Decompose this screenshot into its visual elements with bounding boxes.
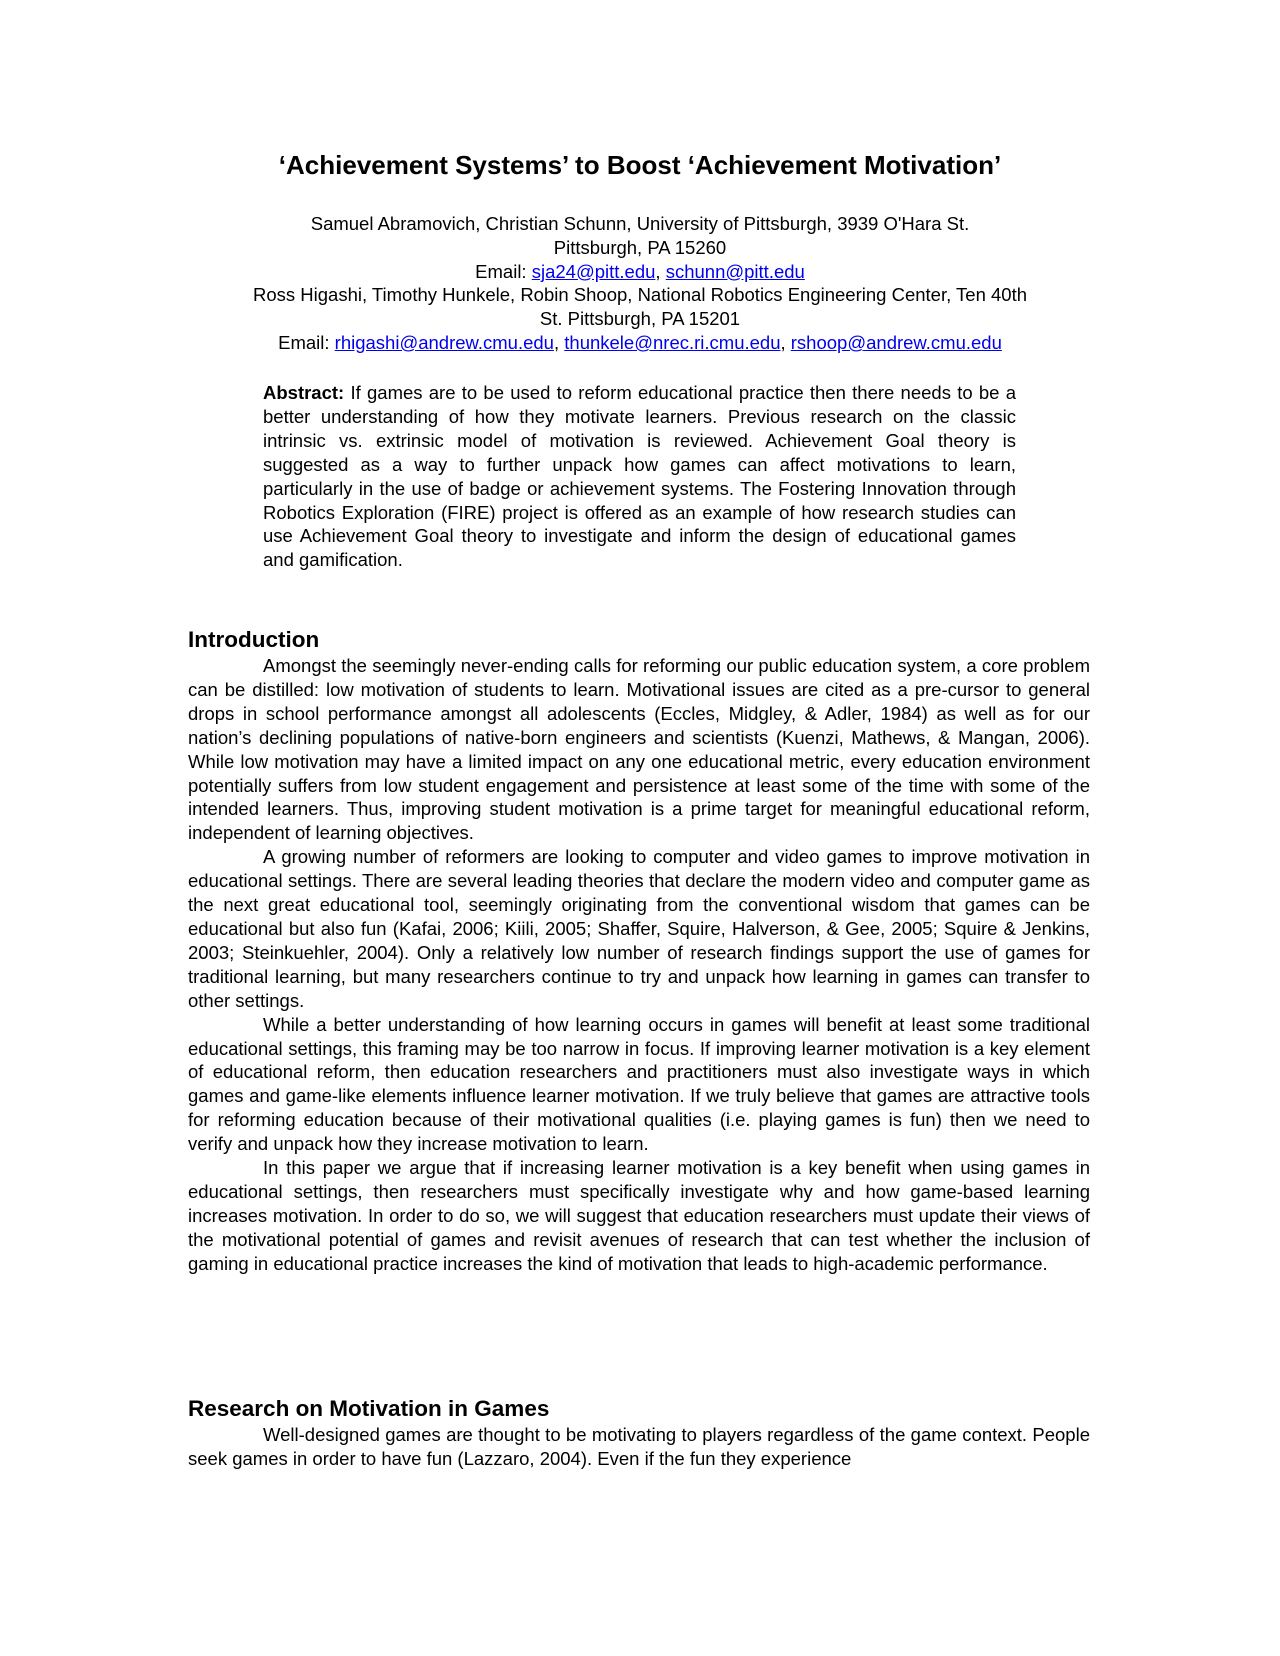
- section-body-introduction: [188, 654, 1090, 1276]
- abstract: [263, 381, 1016, 572]
- email-separator: ,: [655, 260, 666, 282]
- email-link[interactable]: rshoop@andrew.cmu.edu: [790, 331, 1002, 353]
- affiliation-line: Pittsburgh, PA 15260: [553, 236, 727, 258]
- affiliation-line: St. Pittsburgh, PA 15201: [539, 308, 741, 330]
- email-link[interactable]: schunn@pitt.edu: [665, 260, 805, 282]
- abstract-label: Abstract:: [263, 382, 345, 403]
- email-link[interactable]: sja24@pitt.edu: [531, 260, 656, 282]
- email-separator: ,: [780, 331, 791, 353]
- section-heading-introduction: Introduction: [188, 627, 320, 652]
- paragraph: Amongst the seemingly never-ending calls for reforming our public education system, a core problem can be distilled: low motivation of students to learn. Motivational issues are cited as a pre-cursor to general drops in school performance amongst all adolescents (Eccles, Midgley, & Adler, 1984) as well as for our nation’s declining populations of native-born engineers and scientists (Kuenzi, Mathews, & Mangan, 2006). While low motivation may have a limited impact on any one educational metric, every education environment potentially suffers from low student engagement and persistence at least some of the time with some of the intended learners. Thus, improving student motivation is a prime target for meaningful educational reform, independent of learning objectives.: [188, 655, 1090, 844]
- email-separator: ,: [553, 331, 565, 353]
- abstract-text: If games are to be used to reform educational practice then there needs to be a better understanding of how they motivate learners. Previous research on the classic intrinsic vs. extrinsic model of motivation is reviewed. Achievement Goal theory is suggested as a way to further unpack how games can affect motivations to learn, particularly in the use of badge or achievement systems. The Fostering Innovation through Robotics Exploration (FIRE) project is offered as an example of how research studies can use Achievement Goal theory to investigate and inform the design of educational games and gamification.: [263, 382, 1016, 571]
- email-link[interactable]: thunkele@nrec.ri.cmu.edu: [564, 331, 781, 353]
- email-link[interactable]: rhigashi@andrew.cmu.edu: [334, 331, 554, 353]
- paragraph: In this paper we argue that if increasing learner motivation is a key benefit when using games in educational settings, then researchers must specifically investigate why and how game-based learning increases motivation. In order to do so, we will suggest that education researchers must update their views of the motivational potential of games and revisit avenues of research that can test whether the inclusion of gaming in educational practice increases the kind of motivation that leads to high-academic performance.: [188, 1157, 1090, 1274]
- paper-title: ‘Achievement Systems’ to Boost ‘Achievement Motivation’: [278, 150, 1002, 180]
- author-line: Ross Higashi, Timothy Hunkele, Robin Shoop, National Robotics Engineering Center, Ten 40th: [252, 284, 1028, 306]
- paragraph: While a better understanding of how learning occurs in games will benefit at least some traditional educational settings, this framing may be too narrow in focus. If improving learner motivation is a key element of educational reform, then education researchers and practitioners must also investigate ways in which games and game-like elements influence learner motivation. If we truly believe that games are attractive tools for reforming education because of their motivational qualities (i.e. playing games is fun) then we need to verify and unpack how they increase motivation to learn.: [188, 1013, 1090, 1155]
- author-block: [150, 212, 1130, 355]
- email-line: [150, 260, 1130, 284]
- email-prefix: Email:: [475, 260, 532, 282]
- paragraph: Well-designed games are thought to be motivating to players regardless of the game context. People seek games in order to have fun (Lazzaro, 2004). Even if the fun they experience: [188, 1424, 1090, 1469]
- section-body-research-on-motivation: [188, 1423, 1090, 1471]
- email-line: [150, 331, 1130, 355]
- email-prefix: Email:: [278, 331, 335, 353]
- paragraph: A growing number of reformers are looking to computer and video games to improve motivation in educational settings. There are several leading theories that declare the modern video and computer game as the next great educational tool, seemingly originating from the conventional wisdom that games can be educational but also fun (Kafai, 2006; Kiili, 2005; Shaffer, Squire, Halverson, & Gee, 2005; Squire & Jenkins, 2003; Steinkuehler, 2004). Only a relatively low number of research findings support the use of games for traditional learning, but many researchers continue to try and unpack how learning in games can transfer to other settings.: [188, 846, 1090, 1011]
- author-line: Samuel Abramovich, Christian Schunn, University of Pittsburgh, 3939 O'Hara St.: [310, 213, 970, 234]
- section-heading-research-on-motivation: Research on Motivation in Games: [188, 1396, 550, 1421]
